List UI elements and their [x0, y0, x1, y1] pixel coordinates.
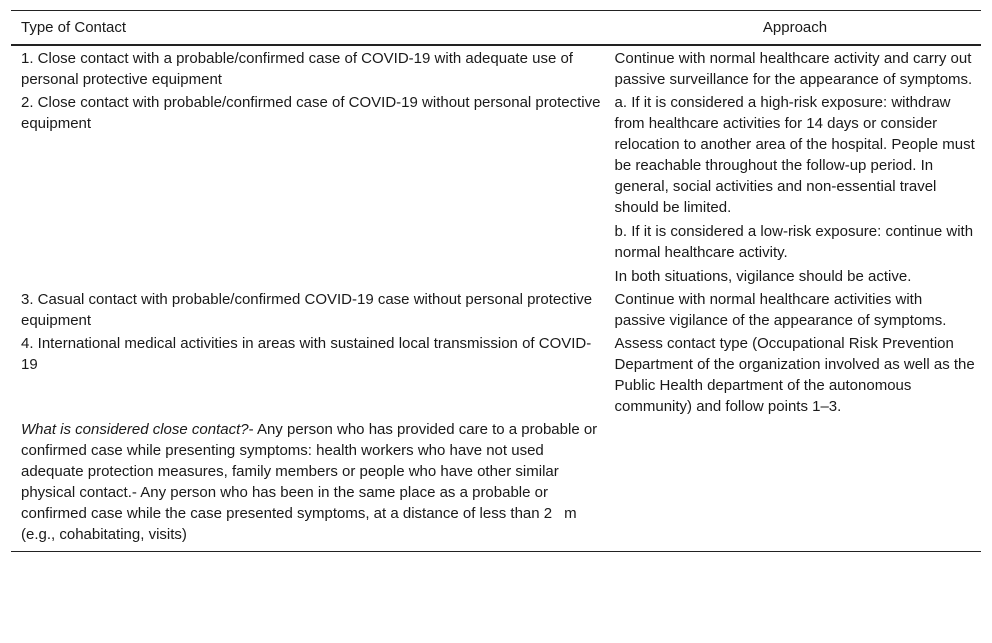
contact-cell: 4. International medical activities in areas with sustained local transmission of COVID-19	[21, 335, 592, 373]
approach-cell: b. If it is considered a low-risk exposure: continue with normal healthcare activity.	[614, 223, 974, 261]
contact-cell: 2. Close contact with probable/confirmed case of COVID-19 without personal protective equipment	[21, 94, 601, 132]
approach-cell: a. If it is considered a high-risk exposure: withdraw from healthcare activities for 14 days or consider relocation to another area of the hospital. People must be reachable throughout the follow-up period. In general, social activities and non-essential travel should be limited.	[614, 94, 975, 216]
table-header	[11, 11, 981, 46]
table-row	[11, 331, 981, 417]
table-row	[11, 90, 981, 287]
approach-cell: Continue with normal healthcare activities with passive vigilance of the appearance of symptoms.	[614, 291, 947, 329]
approach-cell: In both situations, vigilance should be active.	[614, 268, 912, 285]
table-row	[11, 287, 981, 331]
table-row	[11, 46, 981, 90]
header-type-of-contact: Type of Contact	[21, 19, 127, 36]
close-contact-note	[21, 419, 605, 545]
note-title: What is considered close contact?	[21, 421, 249, 438]
approach-cell: Assess contact type (Occupational Risk Prevention Department of the organization involved as well as the Public Health department of the autonomous community) and follow points 1–3.	[614, 335, 975, 415]
table-row-note	[11, 417, 981, 551]
contact-approach-table	[11, 10, 981, 552]
header-approach: Approach	[762, 19, 828, 36]
contact-cell: 3. Casual contact with probable/confirmed COVID-19 case without personal protective equipment	[21, 291, 593, 329]
approach-cell: Continue with normal healthcare activity and carry out passive surveillance for the appearance of symptoms.	[614, 50, 973, 88]
note-body: - Any person who has provided care to a probable or confirmed case while presenting symptoms: health workers who have not used adequate protection measures, family members or people who have other similar physical contact.- Any person who has been in the same place as a probable or confirmed case while the case presented symptoms, at a distance of less than 2 m (e.g., cohabitating, visits)	[21, 421, 598, 543]
contact-cell: 1. Close contact with a probable/confirmed case of COVID-19 with adequate use of personal protective equipment	[21, 50, 573, 88]
